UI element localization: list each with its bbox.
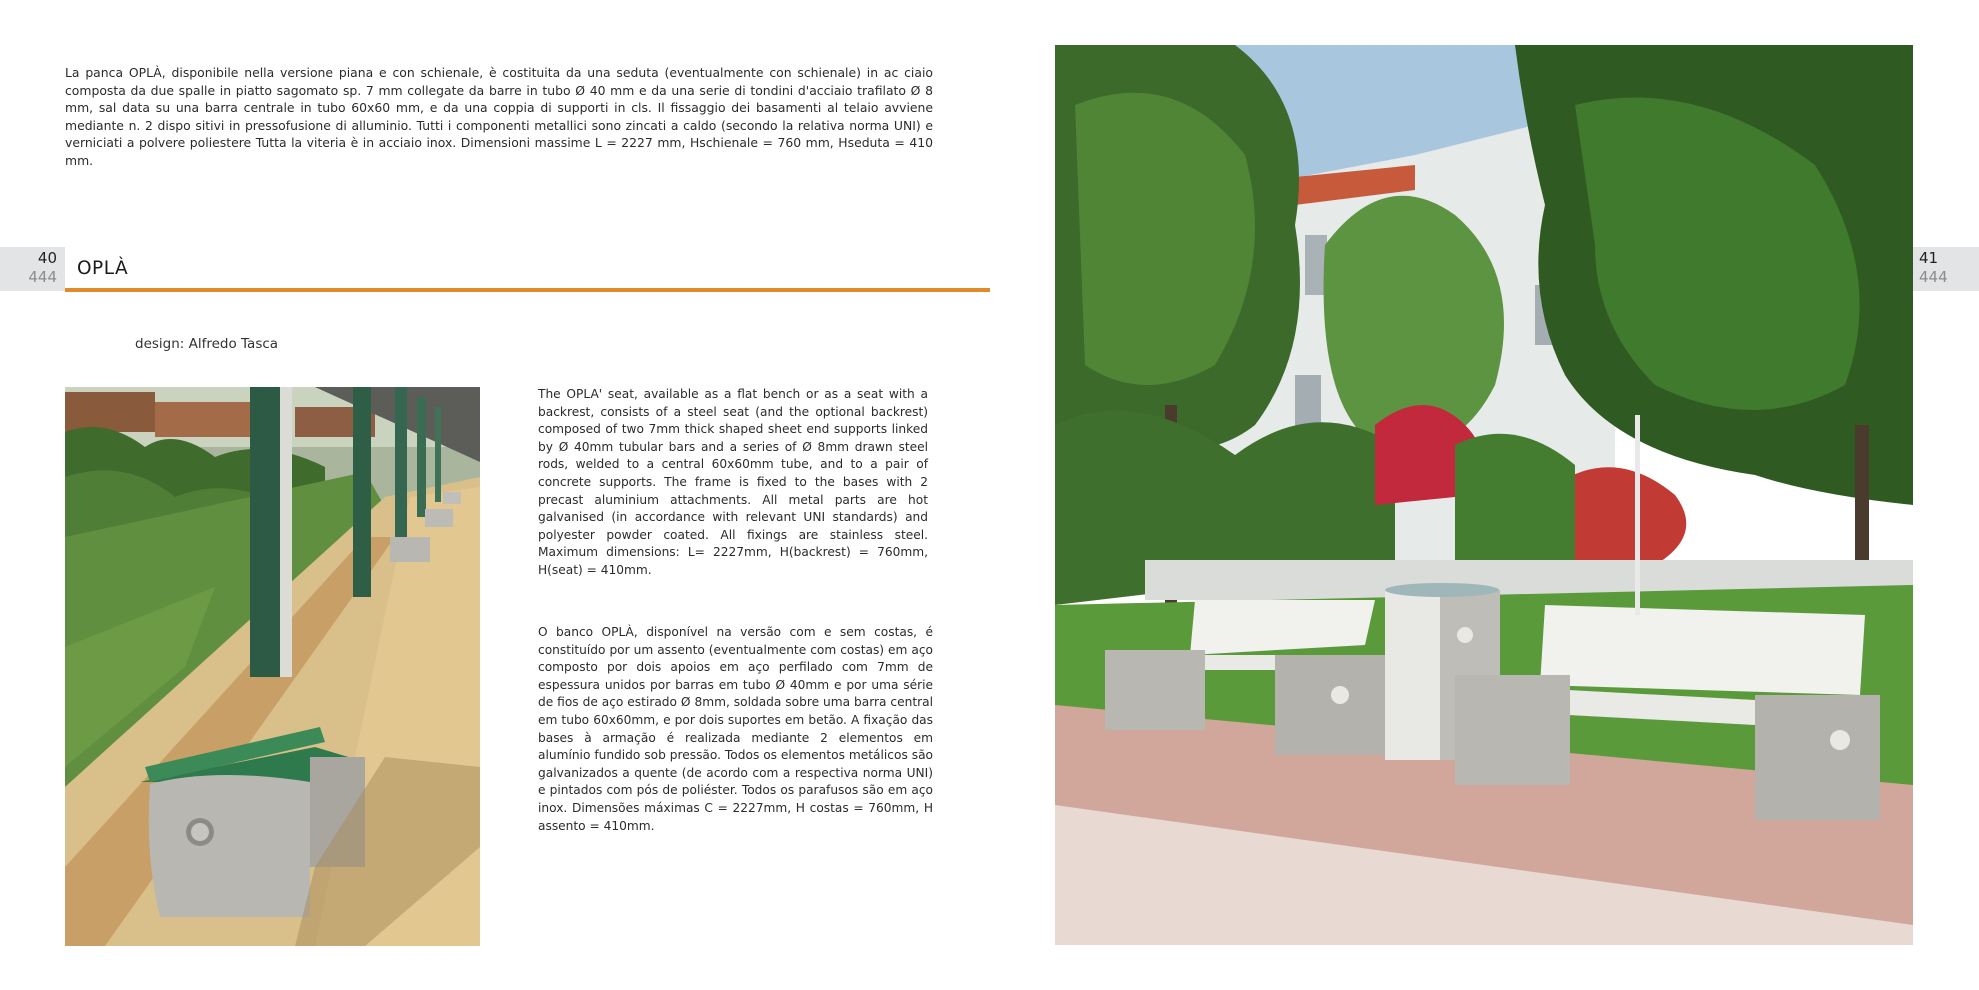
page-number-tab-left <box>0 247 65 291</box>
page-number: 40 <box>37 249 57 267</box>
design-credit: design: Alfredo Tasca <box>135 336 279 352</box>
photo-green-bench <box>65 387 480 946</box>
title-divider <box>65 288 990 292</box>
page-number-tab-right <box>1913 247 1979 291</box>
paragraph-english: The OPLA' seat, available as a flat bench or as a seat with a backrest, consists of a steel seat (and the optional backrest) composed of two 7mm thick shaped sheet end supports linked by Ø 40mm tubular bars and a series of Ø 8mm drawn steel rods, welded to a central 60x60mm tube, and to a pair of concrete supports. The frame is fixed to the bases with 2 precast aluminium attachments. All metal parts are hot galvanised (in accordance with relevant UNI standards) and polyester powder coated. All fixings are stainless steel. Maximum dimensions: L= 2227mm, H(backrest) = 760mm, H(seat) = 410mm. <box>538 387 928 577</box>
page-number: 41 <box>1919 249 1939 267</box>
page-total: 444 <box>1919 268 1948 286</box>
photo-white-benches <box>1055 45 1913 945</box>
paragraph-portuguese: O banco OPLÀ, disponível na versão com e sem costas, é constituído por um assento (eventualmente com costas) em aço composto por dois apoios em aço perfilado com 7mm de espessura unidos por barras em tubo Ø 40mm e por uma série de fios de aço estirado Ø 8mm, soldada sobre uma barra central em tubo 60x60mm, e por dois suportes em betão. A fixação das bases à armação é realizada mediante 2 elementos em alumínio fundido sob pressão. Todos os elementos metálicos são galvanizados a quente (de acordo com a respectiva norma UNI) e pintados com pós de poliéster. Todos os parafusos são em aço inox. Dimensões máximas C = 2227mm, H costas = 760mm, H assento = 410mm. <box>538 625 933 833</box>
page-total: 444 <box>28 268 57 286</box>
page-title: OPLÀ <box>77 258 129 279</box>
paragraph-italian: La panca OPLÀ, disponibile nella versione piana e con schienale, è costituita da una seduta (eventualmente con schienale) in ac ciaio composta da due spalle in piatto sagomato sp. 7 mm collegate da barre in tubo Ø 40 mm e da una serie di tondini d'acciaio trafilato Ø 8 mm, sal data su una barra centrale in tubo 60x60 mm, e da una coppia di supporti in cls. Il fissaggio dei basamenti al telaio avviene mediante n. 2 dispo sitivi in pressofusione di alluminio. Tutti i componenti metallici sono zincati a caldo (secondo la relativa norma UNI) e verniciati a polvere poliestere Tutta la viteria è in acciaio inox. Dimensioni massime L = 2227 mm, Hschienale = 760 mm, Hseduta = 410 mm. <box>65 65 933 168</box>
